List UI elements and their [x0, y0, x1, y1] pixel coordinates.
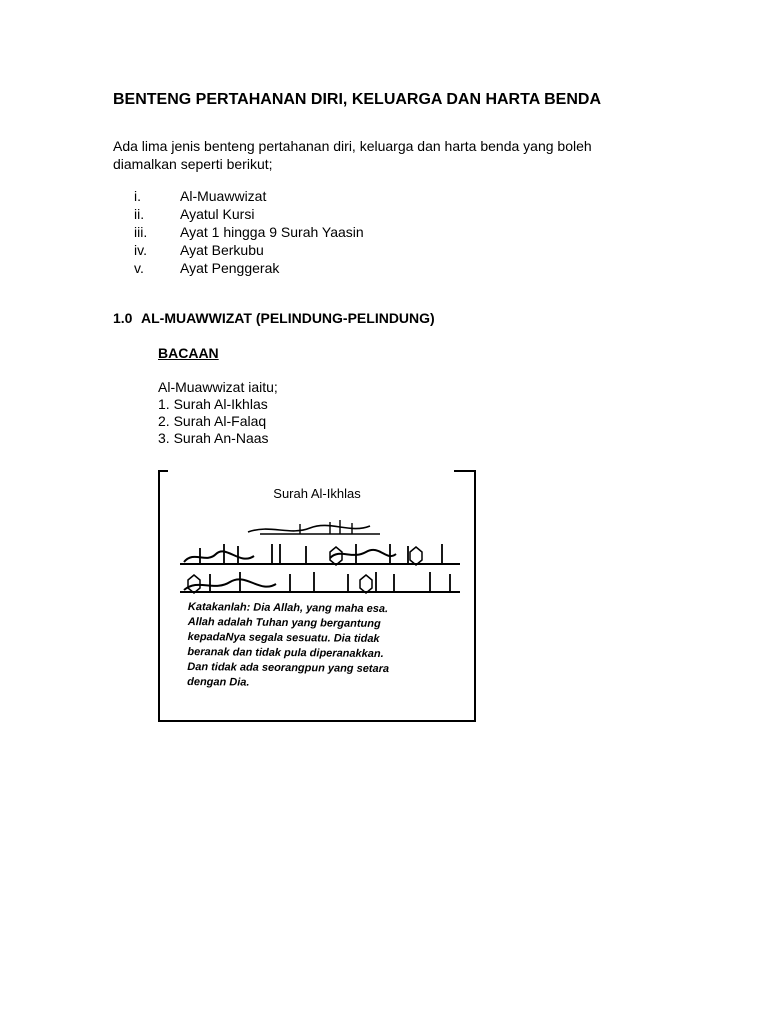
figure-title: Surah Al-Ikhlas [273, 486, 361, 501]
surah-ikhlas-figure [158, 470, 476, 722]
bacaan-intro: Al-Muawwizat iaitu; [158, 379, 278, 395]
translation-line: Katakanlah: Dia Allah, yang maha esa. [187, 600, 389, 616]
arabic-calligraphy-image [180, 514, 460, 596]
translation-line: dengan Dia. [187, 675, 250, 689]
jenis-list [134, 187, 364, 277]
section-heading [113, 310, 435, 326]
figure-border-edge [454, 470, 476, 472]
list-item-text: Ayatul Kursi [180, 206, 255, 222]
intro-paragraph: Ada lima jenis benteng pertahanan diri, keluarga dan harta benda yang boleh diamalkan seperti berikut; [113, 138, 592, 172]
list-item [134, 259, 364, 277]
translation-line: kepadaNya segala sesuatu. Dia tidak [187, 630, 380, 646]
page-title: BENTENG PERTAHANAN DIRI, KELUARGA DAN HARTA BENDA [113, 91, 601, 108]
list-item-number: iv. [134, 242, 147, 258]
bacaan-subheading: BACAAN [158, 345, 219, 361]
list-item [134, 223, 364, 241]
figure-border-edge [158, 470, 168, 472]
list-item [134, 241, 364, 259]
figure-translation [187, 600, 458, 693]
translation-line: beranak dan tidak pula diperanakkan. [187, 645, 384, 661]
list-item [134, 205, 364, 223]
surah-list [158, 396, 269, 447]
list-item-number: iii. [134, 224, 148, 240]
list-item-number: i. [134, 188, 141, 204]
section-number: 1.0 [113, 310, 133, 326]
list-item-text: Ayat Berkubu [180, 242, 264, 258]
section-title: AL-MUAWWIZAT (PELINDUNG-PELINDUNG) [141, 310, 435, 326]
list-item-text: Al-Muawwizat [180, 188, 267, 204]
list-item [134, 187, 364, 205]
list-item-text: Ayat 1 hingga 9 Surah Yaasin [180, 224, 364, 240]
translation-line: Allah adalah Tuhan yang bergantung [187, 615, 381, 631]
list-item: 2. Surah Al-Falaq [158, 413, 267, 429]
list-item: 1. Surah Al-Ikhlas [158, 396, 268, 412]
translation-line: Dan tidak ada seorangpun yang setara [187, 660, 390, 676]
list-item-text: Ayat Penggerak [180, 260, 280, 276]
list-item-number: ii. [134, 206, 145, 222]
list-item-number: v. [134, 260, 144, 276]
list-item: 3. Surah An-Naas [158, 430, 269, 446]
